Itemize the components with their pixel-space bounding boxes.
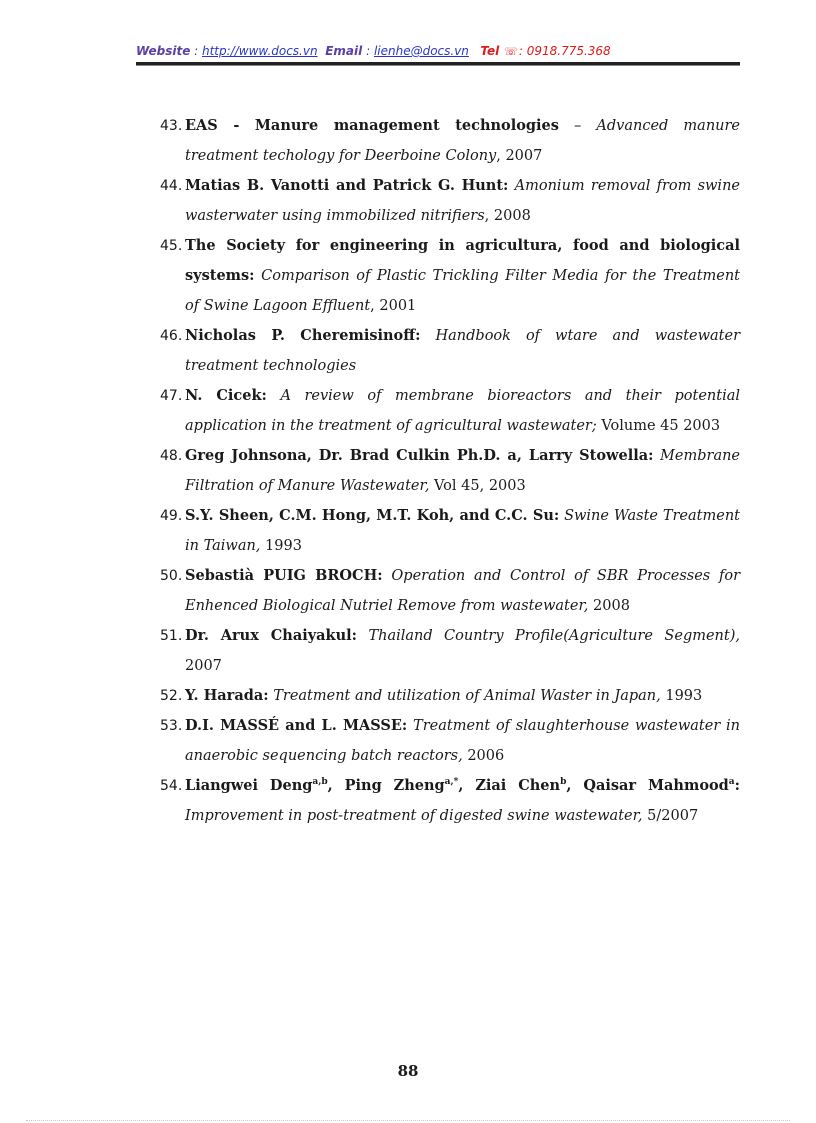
reference-number: 53. <box>160 718 183 734</box>
reference-title: Operation and Control of SBR Processes for Enhenced Biological Nutriel Remove from wastewater, <box>185 568 741 614</box>
reference-author: N. Cicek: <box>185 387 267 404</box>
reference-number: 50. <box>160 568 183 584</box>
reference-tail: , 2008 <box>484 208 531 224</box>
reference-number: 48. <box>160 448 183 464</box>
reference-item <box>160 771 740 831</box>
tel-number: : 0918.775.368 <box>518 44 611 58</box>
reference-tail: Vol 45, 2003 <box>429 478 526 494</box>
reference-author: The Society for engineering in agricultura, food and biological systems: <box>185 237 740 284</box>
reference-author: Matias B. Vanotti and Patrick G. Hunt: <box>185 177 509 194</box>
header-contact-line <box>136 44 611 58</box>
reference-title: Membrane Filtration of Manure Wastewater, <box>185 448 741 494</box>
reference-item <box>160 711 740 771</box>
reference-tail: , 2007 <box>496 148 543 164</box>
author-separator: , <box>566 777 584 794</box>
reference-number: 47. <box>160 388 183 404</box>
reference-item <box>160 561 740 621</box>
reference-item <box>160 381 740 441</box>
reference-item <box>160 441 740 501</box>
page-header <box>136 44 740 68</box>
reference-tail: 1993 <box>660 688 703 704</box>
reference-author: Dr. Arux Chaiyakul: <box>185 627 357 644</box>
email-link[interactable]: lienhe@docs.vn <box>373 44 469 58</box>
reference-separator: – <box>558 118 597 134</box>
reference-number: 51. <box>160 628 183 644</box>
author-separator: , <box>458 777 476 794</box>
affiliation-mark: a <box>728 777 735 788</box>
reference-number: 43. <box>160 118 183 134</box>
reference-item <box>160 321 740 381</box>
reference-tail: , 2001 <box>370 298 417 314</box>
reference-title: Treatment and utilization of Animal Waster in Japan, <box>273 688 661 704</box>
reference-title: Thailand Country Profile(Agriculture Segment), <box>368 628 740 644</box>
reference-number: 46. <box>160 328 183 344</box>
reference-title: Amonium removal from swine wasterwater using immobilized nitrifiers <box>185 178 740 224</box>
reference-author: Sebastià PUIG BROCH: <box>185 567 383 584</box>
reference-title: Improvement in post-treatment of digested swine wastewater, <box>185 808 643 824</box>
reference-title: A review of membrane bioreactors and their potential application in the treatment of agricultural wastewater; <box>185 388 741 434</box>
reference-tail: 2008 <box>588 598 630 614</box>
reference-separator <box>420 328 435 344</box>
reference-author: Nicholas P. Cheremisinoff: <box>185 327 421 344</box>
header-rule <box>136 62 740 66</box>
author-name: Ping Zheng <box>344 777 445 794</box>
reference-tail: 1993 <box>260 538 302 554</box>
reference-title: Swine Waste Treatment in Taiwan, <box>185 508 740 554</box>
reference-separator <box>267 388 281 404</box>
tel-label: Tel <box>480 44 500 58</box>
email-colon: : <box>362 44 374 58</box>
affiliation-mark: a,* <box>444 777 459 788</box>
reference-tail: 2006 <box>462 748 505 764</box>
reference-item <box>160 681 740 711</box>
reference-author: D.I. MASSÉ and L. MASSE: <box>185 717 408 734</box>
author-name: Liangwei Deng <box>185 777 313 794</box>
reference-author <box>185 777 740 794</box>
reference-author: EAS - Manure management technologies <box>185 117 559 134</box>
affiliation-mark: a,b <box>312 777 328 788</box>
author-separator: , <box>327 777 345 794</box>
reference-title: Treatment of slaughterhouse wastewater in anaerobic sequencing batch reactors, <box>185 718 740 764</box>
phone-icon: ☏ <box>504 45 518 58</box>
reference-number: 49. <box>160 508 183 524</box>
author-colon: : <box>734 777 740 794</box>
page-number: 88 <box>397 1062 419 1080</box>
reference-title: Advanced manure treatment techology for Deerboine Colony <box>185 118 741 164</box>
reference-number: 45. <box>160 238 183 254</box>
reference-author: Y. Harada: <box>185 687 269 704</box>
website-link[interactable]: http://www.docs.vn <box>202 44 318 58</box>
website-colon: : <box>190 44 202 58</box>
reference-title: Comparison of Plastic Trickling Filter Media for the Treatment of Swine Lagoon Effluent <box>185 268 741 314</box>
reference-number: 44. <box>160 178 183 194</box>
reference-item <box>160 111 740 171</box>
reference-tail: 5/2007 <box>642 808 699 824</box>
reference-number: 54. <box>160 778 183 794</box>
reference-tail: 2007 <box>185 658 222 674</box>
reference-author: S.Y. Sheen, C.M. Hong, M.T. Koh, and C.C. Su: <box>185 507 560 524</box>
website-label: Website <box>136 44 191 58</box>
reference-author: Greg Johnsona, Dr. Brad Culkin Ph.D. a, Larry Stowella: <box>185 447 654 464</box>
reference-separator <box>357 628 368 644</box>
reference-item <box>160 501 740 561</box>
reference-title: Handbook of wtare and wastewater treatment technologies <box>185 328 741 374</box>
reference-item <box>160 621 740 681</box>
reference-number: 52. <box>160 688 183 704</box>
author-name: Ziai Chen <box>475 777 561 794</box>
author-name: Qaisar Mahmood <box>583 777 729 794</box>
affiliation-mark: b <box>560 777 567 788</box>
reference-tail: Volume 45 2003 <box>596 418 721 434</box>
reference-item <box>160 231 740 321</box>
email-label: Email <box>325 44 363 58</box>
reference-list <box>160 111 740 831</box>
page-bottom-border <box>26 1120 790 1121</box>
reference-item <box>160 171 740 231</box>
